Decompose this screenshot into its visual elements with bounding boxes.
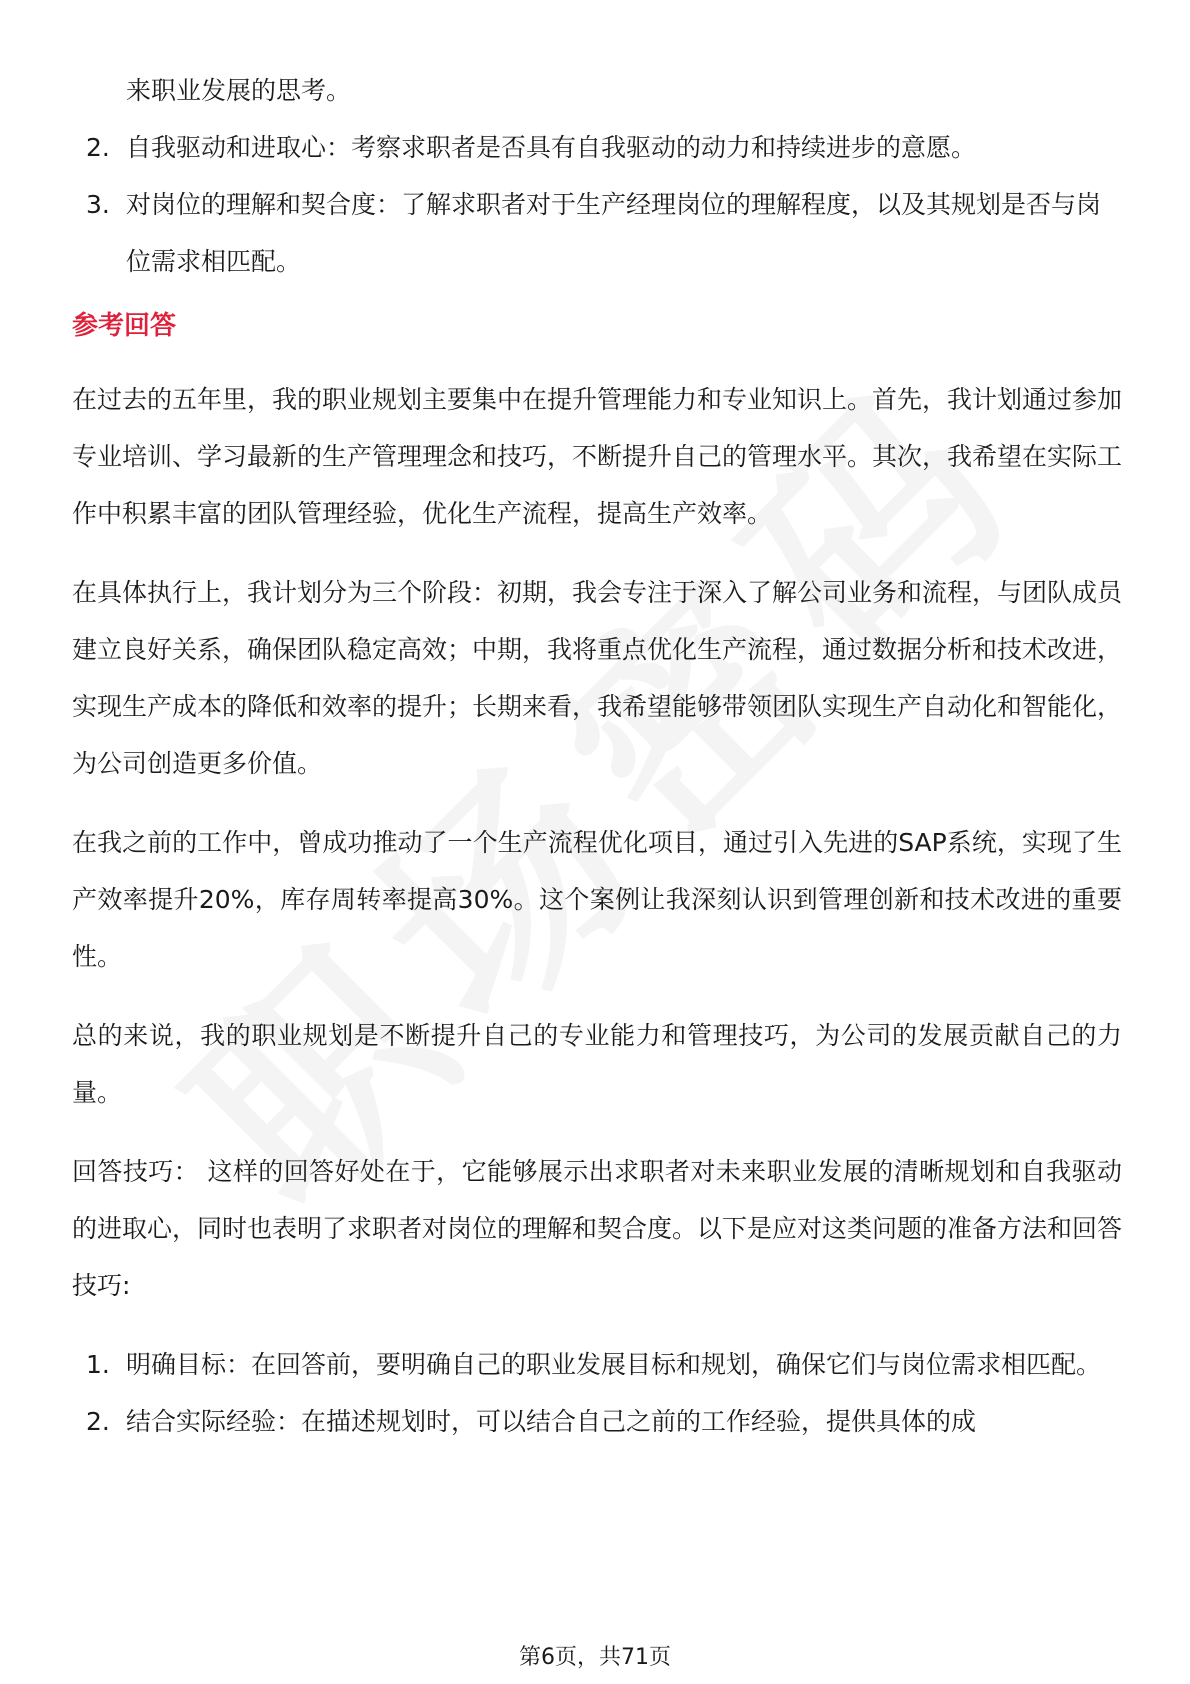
section-heading: 参考回答 — [72, 311, 177, 341]
list-number: 2. — [86, 133, 110, 162]
list-continuation: 来职业发展的思考。 — [126, 76, 352, 105]
list-number: 3. — [86, 190, 110, 219]
list-number: 2. — [86, 1407, 110, 1436]
list-item-text: 自我驱动和进取心：考察求职者是否具有自我驱动的动力和持续进步的意愿。 — [126, 133, 977, 162]
tips-paragraph: 回答技巧： 这样的回答好处在于，它能够展示出求职者对未来职业发展的清晰规划和自我驱动的进取心，同时也表明了求职者对岗位的理解和契合度。以下是应对这类问题的准备方法和回答技巧: — [72, 1157, 1123, 1300]
list-number: 1. — [86, 1350, 110, 1379]
answer-paragraph: 在具体执行上，我计划分为三个阶段：初期，我会专注于深入了解公司业务和流程，与团队成员建立良好关系，确保团队稳定高效；中期，我将重点优化生产流程，通过数据分析和技术改进，实现生产成本的降低和效率的提升；长期来看，我希望能够带领团队实现生产自动化和智能化，为公司创造更多价值。 — [72, 578, 1123, 778]
answer-paragraph: 在我之前的工作中，曾成功推动了一个生产流程优化项目，通过引入先进的SAP系统，实现了生产效率提升20%，库存周转率提高30%。这个案例让我深刻认识到管理创新和技术改进的重要性。 — [72, 828, 1122, 971]
criteria-list — [72, 119, 1122, 290]
list-item-text: 对岗位的理解和契合度：了解求职者对于生产经理岗位的理解程度，以及其规划是否与岗位需求相匹配。 — [126, 190, 1102, 276]
answer-paragraph: 在过去的五年里，我的职业规划主要集中在提升管理能力和专业知识上。首先，我计划通过参加专业培训、学习最新的生产管理理念和技巧，不断提升自己的管理水平。其次，我希望在实际工作中积累丰富的团队管理经验，优化生产流程，提高生产效率。 — [72, 385, 1123, 528]
page-content — [72, 62, 1122, 1450]
answer-paragraph: 总的来说，我的职业规划是不断提升自己的专业能力和管理技巧，为公司的发展贡献自己的力量。 — [72, 1021, 1122, 1107]
page-number: 第6页，共71页 — [519, 1645, 671, 1670]
list-item — [72, 119, 1122, 176]
list-item — [72, 1336, 1122, 1393]
list-item-text: 结合实际经验：在描述规划时，可以结合自己之前的工作经验，提供具体的成 — [126, 1407, 977, 1436]
list-item-text: 明确目标：在回答前，要明确自己的职业发展目标和规划，确保它们与岗位需求相匹配。 — [126, 1350, 1102, 1379]
tips-list — [72, 1336, 1122, 1450]
list-item — [72, 176, 1122, 290]
list-item — [72, 1393, 1122, 1450]
